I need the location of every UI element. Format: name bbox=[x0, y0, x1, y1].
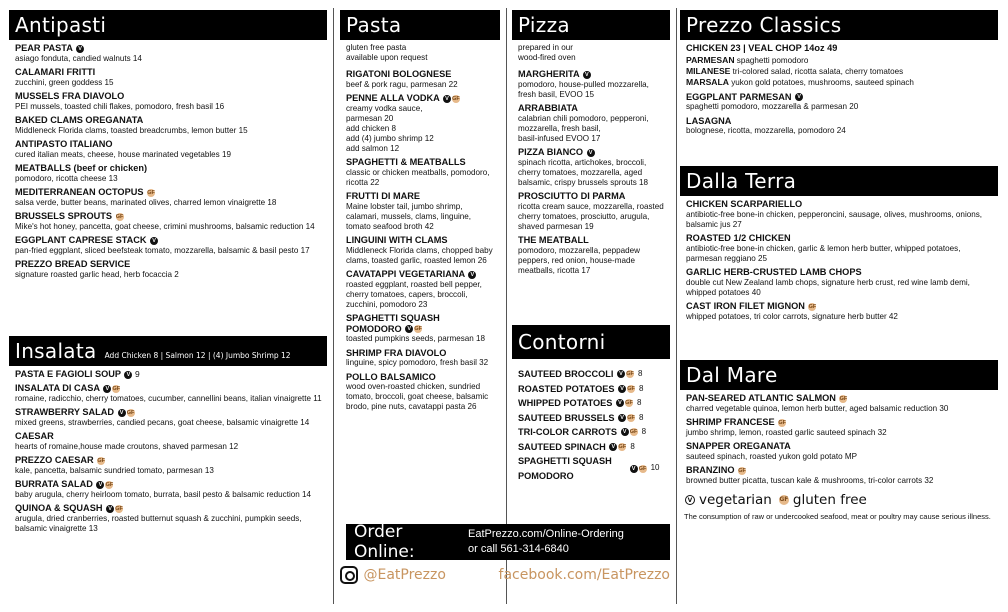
mare-section bbox=[680, 360, 998, 521]
vegetarian-icon: V bbox=[616, 399, 624, 407]
classics-header bbox=[680, 10, 998, 40]
gluten-free-icon: GF bbox=[778, 419, 787, 426]
item-name: CALAMARI FRITTI bbox=[15, 67, 96, 77]
item-description: kale, pancetta, balsamic sundried tomato, parmesan 13 bbox=[15, 465, 214, 475]
section-title: Dalla Terra bbox=[686, 169, 797, 193]
menu-item bbox=[15, 211, 323, 232]
section-title: Insalata bbox=[15, 339, 97, 363]
gluten-free-icon: GF bbox=[97, 457, 105, 464]
item-price: 9 bbox=[134, 369, 140, 379]
pizza-list bbox=[518, 69, 666, 276]
social-links bbox=[340, 566, 670, 584]
vegetarian-icon: V bbox=[618, 414, 626, 422]
item-description: arugula, dried cranberries, roasted butternut squash & zucchini, pumpkin seeds, balsamic vinaigrette 13 bbox=[15, 513, 302, 533]
gluten-free-icon: GF bbox=[625, 400, 633, 407]
gluten-free-icon: GF bbox=[147, 189, 155, 196]
item-description: asiago fonduta, candied walnuts 14 bbox=[15, 53, 142, 63]
vegetarian-icon: V bbox=[103, 385, 111, 393]
menu-item bbox=[15, 67, 323, 88]
item-name: CAESAR bbox=[15, 431, 54, 441]
classic-style bbox=[686, 77, 994, 88]
item-description: zucchini, green goddess 15 bbox=[15, 77, 114, 87]
order-online-banner bbox=[346, 524, 670, 560]
antipasti-list bbox=[9, 40, 327, 280]
menu-item bbox=[686, 301, 994, 322]
pizza-section bbox=[512, 10, 670, 279]
insalata-header bbox=[9, 336, 327, 366]
vegetarian-icon: V bbox=[630, 465, 638, 473]
gluten-free-icon: GF bbox=[626, 371, 634, 378]
vegetarian-icon: V bbox=[443, 95, 451, 103]
item-name: PROSCIUTTO DI PARMA bbox=[518, 191, 626, 201]
item-description: pomodoro, mozzarella, peppadew peppers, red onion, house-made meatballs, ricotta 17 bbox=[518, 245, 640, 275]
item-description: sauteed spinach, roasted yukon gold potato MP bbox=[686, 451, 857, 461]
classic-style bbox=[686, 66, 994, 77]
item-description: Maine lobster tail, jumbo shrimp, calamari, mussels, clams, linguine, tomato seafood broth 42 bbox=[346, 201, 472, 231]
style-name: MARSALA bbox=[686, 76, 729, 87]
menu-item bbox=[346, 191, 496, 232]
menu-item bbox=[346, 235, 496, 266]
vegetarian-icon: V bbox=[106, 505, 114, 513]
section-title: Prezzo Classics bbox=[686, 13, 842, 37]
menu-item bbox=[346, 93, 496, 154]
menu-item bbox=[15, 235, 323, 256]
item-description: spinach ricotta, artichokes, broccoli, cherry tomatoes, mozzarella, aged balsamic, crispy brussels sprouts 18 bbox=[518, 157, 648, 187]
item-price: 10 bbox=[650, 463, 660, 473]
item-name: ARRABBIATA bbox=[518, 103, 578, 113]
item-description: double cut New Zealand lamb chops, signature herb crust, red wine lamb demi, whipped potatoes 40 bbox=[686, 277, 970, 297]
item-description: pomodoro, ricotta cheese 13 bbox=[15, 173, 118, 183]
classic-style bbox=[686, 55, 994, 66]
menu-item bbox=[15, 259, 323, 280]
vegetarian-icon: V bbox=[150, 237, 158, 245]
pasta-header bbox=[340, 10, 500, 40]
menu-item bbox=[15, 479, 323, 500]
menu-item bbox=[15, 163, 323, 184]
classics-styles bbox=[686, 55, 994, 88]
vegetarian-icon: V bbox=[621, 428, 629, 436]
item-name: SAUTEED BRUSSELS bbox=[518, 412, 615, 423]
item-description: roasted eggplant, roasted bell pepper, cherry tomatoes, capers, broccoli, zucchini, pomodoro 23 bbox=[346, 279, 482, 309]
item-name: ANTIPASTO ITALIANO bbox=[15, 139, 113, 149]
item-name: LINGUINI WITH CLAMS bbox=[346, 235, 448, 245]
menu-item bbox=[686, 233, 994, 264]
section-title: Antipasti bbox=[15, 13, 107, 37]
vegetarian-icon: V bbox=[583, 71, 591, 79]
item-description: antibiotic-free bone-in chicken, pepperoncini, sausage, olives, mushrooms, onions, balsamic jus 27 bbox=[686, 209, 983, 229]
item-name: MEATBALLS (beef or chicken) bbox=[15, 163, 148, 173]
pizza-intro: prepared in our wood-fired oven bbox=[518, 43, 576, 62]
pasta-section bbox=[340, 10, 500, 416]
item-name: THE MEATBALL bbox=[518, 235, 589, 245]
side-item bbox=[518, 440, 666, 455]
item-name: MUSSELS FRA DIAVOLO bbox=[15, 91, 125, 101]
item-description: beef & pork ragu, parmesan 22 bbox=[346, 79, 458, 89]
item-name: BAKED CLAMS OREGANATA bbox=[15, 115, 144, 125]
gluten-free-icon: GF bbox=[839, 395, 848, 402]
item-description: toasted pumpkins seeds, parmesan 18 bbox=[346, 334, 486, 343]
gluten-free-icon: GF bbox=[452, 95, 460, 102]
style-description: yukon gold potatoes, mushrooms, sauteed spinach bbox=[731, 77, 914, 87]
item-description: spaghetti pomodoro, mozzarella & parmesan 20 bbox=[686, 102, 859, 111]
gluten-free-icon: GF bbox=[618, 443, 627, 450]
vegetarian-icon: V bbox=[405, 325, 413, 333]
pasta-list bbox=[346, 69, 496, 412]
order-online-url[interactable]: EatPrezzo.com/Online-Ordering bbox=[468, 528, 624, 540]
item-name: ROASTED 1/2 CHICKEN bbox=[686, 233, 791, 243]
item-name: FRUTTI DI MARE bbox=[346, 191, 421, 201]
item-name: PASTA E FAGIOLI SOUP bbox=[15, 369, 121, 379]
facebook-link[interactable]: facebook.com/EatPrezzo bbox=[498, 567, 670, 583]
classics-subhead: CHICKEN 23 | VEAL CHOP 14oz 49 bbox=[686, 43, 838, 53]
insalata-list bbox=[9, 366, 327, 534]
item-name: SNAPPER OREGANATA bbox=[686, 441, 791, 451]
gluten-free-icon: GF bbox=[126, 409, 135, 416]
menu-item bbox=[15, 383, 323, 404]
classics-list bbox=[686, 92, 994, 137]
gluten-free-icon: GF bbox=[115, 213, 124, 220]
pizza-header bbox=[512, 10, 670, 40]
menu-item bbox=[518, 69, 666, 100]
vegetarian-icon: V bbox=[96, 481, 104, 489]
item-name: CAVATAPPI VEGETARIANA bbox=[346, 269, 465, 279]
item-description: salsa verde, butter beans, marinated olives, charred lemon vinaigrette 18 bbox=[15, 197, 277, 207]
side-item bbox=[518, 367, 666, 382]
vegetarian-icon: V bbox=[609, 443, 617, 451]
item-name: STRAWBERRY SALAD bbox=[15, 407, 115, 417]
dietary-legend bbox=[680, 492, 998, 508]
item-description: linguine, spicy pomodoro, fresh basil 32 bbox=[346, 358, 489, 367]
item-name: BURRATA SALAD bbox=[15, 479, 93, 489]
menu-item bbox=[686, 267, 994, 298]
order-online-label: Order Online: bbox=[354, 522, 415, 562]
vegetarian-icon: V bbox=[685, 495, 695, 505]
item-name: LASAGNA bbox=[686, 115, 732, 126]
item-name: TRI-COLOR CARROTS bbox=[518, 427, 618, 437]
vegetarian-icon: V bbox=[618, 385, 626, 393]
gluten-free-icon: GF bbox=[779, 495, 789, 503]
consumption-disclaimer: The consumption of raw or undercooked seafood, meat or poultry may cause serious illness. bbox=[684, 511, 991, 521]
item-name: SPAGHETTI SQUASH POMODORO bbox=[518, 456, 612, 481]
antipasti-section bbox=[9, 10, 327, 283]
menu-item bbox=[15, 369, 323, 380]
item-name: BRUSSELS SPROUTS bbox=[15, 211, 112, 221]
gluten-free-icon: GF bbox=[627, 385, 635, 392]
item-name: PAN-SEARED ATLANTIC SALMON bbox=[686, 393, 836, 403]
menu-item bbox=[686, 199, 994, 230]
item-name: ROASTED POTATOES bbox=[518, 383, 615, 394]
menu-item bbox=[686, 441, 994, 462]
menu-item bbox=[15, 91, 323, 112]
item-description: ricotta cream sauce, mozzarella, roasted cherry tomatoes, prosciutto, arugula, shaved parmesan 19 bbox=[518, 201, 664, 231]
contorni-list bbox=[512, 359, 670, 483]
item-name: PIZZA BIANCO bbox=[518, 147, 583, 157]
vegetarian-icon: V bbox=[587, 149, 595, 157]
item-description: pomodoro, house-pulled mozzarella, fresh basil, EVOO 15 bbox=[518, 79, 649, 99]
menu-item bbox=[15, 43, 323, 64]
item-name: SHRIMP FRANCESE bbox=[686, 417, 775, 427]
item-description: antibiotic-free bone-in chicken, garlic & lemon herb butter, whipped potatoes, parmesan reggiano 25 bbox=[686, 243, 961, 263]
item-description: romaine, radicchio, cherry tomatoes, cucumber, cannellini beans, italian vinaigrette 11 bbox=[15, 393, 322, 403]
menu-item bbox=[346, 313, 496, 344]
gluten-free-label: gluten free bbox=[792, 491, 867, 508]
side-item bbox=[518, 382, 666, 397]
menu-item bbox=[15, 407, 323, 428]
vegetarian-label: vegetarian bbox=[699, 491, 772, 508]
item-price: 8 bbox=[641, 427, 647, 436]
menu-item bbox=[346, 269, 496, 310]
item-name: EGGPLANT CAPRESE STACK bbox=[15, 235, 147, 245]
menu-item bbox=[518, 235, 666, 276]
style-name: MILANESE bbox=[686, 65, 731, 76]
vegetarian-icon: V bbox=[468, 271, 476, 279]
gluten-free-icon: GF bbox=[808, 303, 817, 310]
item-price: 8 bbox=[639, 383, 644, 393]
section-title: Pasta bbox=[346, 13, 402, 37]
item-description: classic or chicken meatballs, pomodoro, ricotta 22 bbox=[346, 167, 490, 187]
item-price: 8 bbox=[639, 412, 644, 422]
style-description: tri-colored salad, ricotta salata, cherry tomatoes bbox=[732, 66, 904, 76]
menu-item bbox=[15, 115, 323, 136]
item-name: SAUTEED BROCCOLI bbox=[518, 369, 614, 379]
gluten-free-icon: GF bbox=[105, 481, 114, 488]
item-description: baby arugula, cherry heirloom tomato, burrata, basil pesto & balsamic reduction 14 bbox=[15, 489, 312, 499]
item-name: SHRIMP FRA DIAVOLO bbox=[346, 347, 447, 358]
item-name: GARLIC HERB-CRUSTED LAMB CHOPS bbox=[686, 267, 862, 277]
item-name: RIGATONI BOLOGNESE bbox=[346, 69, 452, 79]
vegetarian-icon: V bbox=[76, 45, 84, 53]
item-description: mixed greens, strawberries, candied pecans, goat cheese, balsamic vinaigrette 14 bbox=[15, 417, 310, 427]
contorni-section bbox=[512, 325, 670, 483]
menu-item bbox=[15, 455, 323, 476]
item-name: CAST IRON FILET MIGNON bbox=[686, 301, 805, 311]
terra-header bbox=[680, 166, 998, 196]
item-name: BRANZINO bbox=[686, 465, 735, 475]
instagram-handle[interactable]: @EatPrezzo bbox=[363, 567, 446, 583]
menu-item bbox=[518, 103, 666, 144]
item-description: cured italian meats, cheese, house marinated vegetables 19 bbox=[15, 149, 231, 159]
item-description: browned butter picatta, tuscan kale & mushrooms, tri-color carrots 32 bbox=[686, 475, 934, 485]
item-description: Middleneck Florida clams, toasted breadcrumbs, lemon butter 15 bbox=[15, 125, 248, 135]
section-title: Dal Mare bbox=[686, 363, 778, 387]
item-description: jumbo shrimp, lemon, roasted garlic sauteed spinach 32 bbox=[686, 427, 887, 437]
item-description: signature roasted garlic head, herb focaccia 2 bbox=[15, 269, 179, 279]
item-description: pan-fried eggplant, sliced beefsteak tomato, mozzarella, balsamic & basil pesto 17 bbox=[15, 245, 310, 255]
item-description: calabrian chili pomodoro, pepperoni, mozzarella, fresh basil, basil-infused EVOO 17 bbox=[518, 113, 649, 143]
insalata-section bbox=[9, 336, 327, 537]
item-description: bolognese, ricotta, mozzarella, pomodoro 24 bbox=[686, 126, 846, 135]
vegetarian-icon: V bbox=[124, 371, 132, 379]
style-name: PARMESAN bbox=[686, 54, 735, 65]
item-name: PENNE ALLA VODKA bbox=[346, 93, 440, 103]
section-title: Pizza bbox=[518, 13, 570, 37]
gluten-free-icon: GF bbox=[112, 385, 121, 392]
vegetarian-icon: V bbox=[617, 370, 625, 378]
instagram-icon bbox=[340, 566, 358, 584]
gluten-free-icon: GF bbox=[115, 505, 123, 512]
side-item bbox=[518, 411, 666, 426]
menu-item bbox=[686, 393, 994, 414]
terra-list bbox=[680, 196, 998, 322]
item-name: MARGHERITA bbox=[518, 69, 580, 79]
item-description: wood oven-roasted chicken, sundried tomato, broccoli, goat cheese, balsamic brodo, pine nuts, cavatappi pasta 26 bbox=[346, 382, 489, 411]
gluten-free-icon: GF bbox=[738, 467, 746, 474]
item-description: hearts of romaine,house made croutons, shaved parmesan 12 bbox=[15, 441, 239, 451]
gluten-free-icon: GF bbox=[627, 414, 635, 421]
item-name: MEDITERRANEAN OCTOPUS bbox=[15, 187, 144, 197]
gluten-free-icon: GF bbox=[638, 465, 647, 472]
menu-item bbox=[15, 187, 323, 208]
classics-section bbox=[680, 10, 998, 140]
item-description: PEI mussels, toasted chili flakes, pomodoro, fresh basil 16 bbox=[15, 101, 225, 111]
item-name: SPAGHETTI SQUASH POMODORO bbox=[346, 313, 440, 334]
menu-item bbox=[686, 116, 994, 137]
menu-item bbox=[346, 69, 496, 90]
vegetarian-icon: V bbox=[118, 409, 126, 417]
gluten-free-icon: GF bbox=[629, 429, 638, 436]
menu-item bbox=[15, 503, 323, 534]
menu-item bbox=[346, 372, 496, 413]
menu-item bbox=[518, 191, 666, 232]
item-name: PREZZO CAESAR bbox=[15, 455, 94, 465]
item-name: PREZZO BREAD SERVICE bbox=[15, 259, 131, 269]
style-description: spaghetti pomodoro bbox=[736, 55, 809, 65]
item-price: 8 bbox=[637, 398, 642, 407]
contorni-header bbox=[512, 325, 670, 359]
item-name: WHIPPED POTATOES bbox=[518, 398, 613, 408]
menu-item bbox=[686, 92, 994, 113]
side-item bbox=[518, 396, 666, 411]
antipasti-header bbox=[9, 10, 327, 40]
mare-list bbox=[680, 390, 998, 486]
side-item bbox=[518, 454, 666, 483]
side-item bbox=[518, 425, 666, 440]
item-description: creamy vodka sauce, parmesan 20 add chicken 8 add (4) jumbo shrimp 12 add salmon 12 bbox=[346, 103, 434, 153]
item-price: 8 bbox=[630, 441, 635, 451]
menu-item bbox=[346, 157, 496, 188]
insalata-addons-note: Add Chicken 8 | Salmon 12 | (4) Jumbo Shrimp 12 bbox=[104, 351, 291, 360]
terra-section bbox=[680, 166, 998, 325]
order-phone[interactable]: or call 561-314-6840 bbox=[468, 543, 569, 555]
pasta-intro: gluten free pasta available upon request bbox=[346, 43, 428, 62]
item-price: 8 bbox=[638, 369, 643, 378]
item-name: CHICKEN SCARPARIELLO bbox=[686, 199, 803, 209]
item-name: QUINOA & SQUASH bbox=[15, 503, 103, 513]
menu-item bbox=[518, 147, 666, 188]
gluten-free-icon: GF bbox=[414, 326, 423, 333]
menu-item bbox=[15, 431, 323, 452]
menu-item bbox=[686, 465, 994, 486]
menu-item bbox=[346, 348, 496, 369]
item-name: SPAGHETTI & MEATBALLS bbox=[346, 157, 466, 167]
item-name: INSALATA DI CASA bbox=[15, 383, 100, 393]
mare-header bbox=[680, 360, 998, 390]
item-description: charred vegetable quinoa, lemon herb butter, aged balsamic reduction 30 bbox=[686, 403, 949, 413]
item-name: PEAR PASTA bbox=[15, 43, 73, 53]
item-description: Mike's hot honey, pancetta, goat cheese, crimini mushrooms, balsamic reduction 14 bbox=[15, 221, 315, 231]
menu-item bbox=[686, 417, 994, 438]
item-name: POLLO BALSAMICO bbox=[346, 371, 436, 382]
item-name: EGGPLANT PARMESAN bbox=[686, 91, 792, 102]
menu-item bbox=[15, 139, 323, 160]
item-description: Middleneck Florida clams, chopped baby clams, toasted garlic, roasted lemon 26 bbox=[346, 245, 493, 265]
item-description: whipped potatoes, tri color carrots, signature herb butter 42 bbox=[686, 311, 898, 321]
item-name: SAUTEED SPINACH bbox=[518, 441, 606, 452]
section-title: Contorni bbox=[518, 330, 606, 354]
vegetarian-icon: V bbox=[795, 93, 803, 101]
